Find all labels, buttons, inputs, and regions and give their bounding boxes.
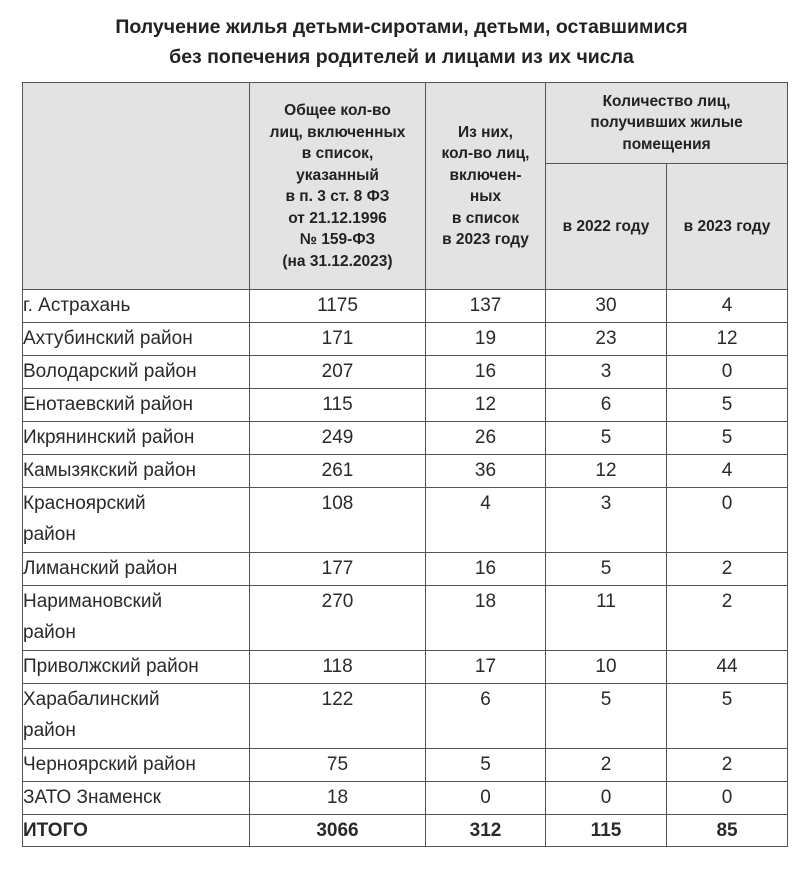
table-row xyxy=(23,356,788,389)
region-name-line: Наримановский xyxy=(23,591,163,612)
header-line: получивших жилые xyxy=(590,114,743,132)
cell-received-2022: 6 xyxy=(546,389,667,422)
cell-total-listed: 261 xyxy=(250,455,426,488)
table-row xyxy=(23,651,788,684)
cell-total-listed: 108 xyxy=(250,488,426,553)
title-line-2: без попечения родителей и лицами из их числа xyxy=(169,46,634,68)
region-name xyxy=(23,586,250,651)
cell-total-listed: 249 xyxy=(250,422,426,455)
cell-included-2023: 16 xyxy=(426,356,546,389)
cell-received-2023: 2 xyxy=(667,553,788,586)
region-name xyxy=(23,455,250,488)
region-name-line: Камызякский район xyxy=(23,460,197,481)
region-name-line: Приволжский район xyxy=(23,656,199,677)
region-name-line: район xyxy=(23,524,76,545)
totals-label: ИТОГО xyxy=(23,815,250,847)
cell-included-2023: 18 xyxy=(426,586,546,651)
region-name xyxy=(23,323,250,356)
cell-received-2022: 5 xyxy=(546,553,667,586)
region-name xyxy=(23,684,250,749)
table-row xyxy=(23,586,788,651)
header-line: в п. 3 ст. 8 ФЗ xyxy=(285,188,390,205)
region-name-line: Лиманский район xyxy=(23,558,178,579)
table-row xyxy=(23,749,788,782)
cell-received-2022: 12 xyxy=(546,455,667,488)
table-row xyxy=(23,455,788,488)
cell-received-2023: 4 xyxy=(667,455,788,488)
cell-included-2023: 137 xyxy=(426,290,546,323)
cell-included-2023: 36 xyxy=(426,455,546,488)
cell-included-2023: 17 xyxy=(426,651,546,684)
cell-received-2022: 2 xyxy=(546,749,667,782)
cell-total-listed: 18 xyxy=(250,782,426,815)
cell-received-2022: 23 xyxy=(546,323,667,356)
table-row xyxy=(23,488,788,553)
cell-received-2022: 10 xyxy=(546,651,667,684)
cell-total-listed: 122 xyxy=(250,684,426,749)
cell-received-2023: 5 xyxy=(667,684,788,749)
cell-received-2022: 5 xyxy=(546,684,667,749)
cell-included-2023: 4 xyxy=(426,488,546,553)
cell-received-2022: 11 xyxy=(546,586,667,651)
title-line-1: Получение жилья детьми-сиротами, детьми, оставшимися xyxy=(115,16,688,38)
cell-total-listed: 1175 xyxy=(250,290,426,323)
cell-received-2022: 3 xyxy=(546,488,667,553)
header-included-2023 xyxy=(426,83,546,290)
cell-total-listed: 115 xyxy=(250,389,426,422)
region-name-line: Енотаевский район xyxy=(23,394,193,415)
header-line: Из них, xyxy=(458,123,513,141)
header-total-listed xyxy=(250,83,426,290)
region-name-line: ЗАТО Знаменск xyxy=(23,787,161,808)
region-name-line: Володарский район xyxy=(23,361,197,382)
cell-received-2023: 2 xyxy=(667,749,788,782)
cell-included-2023: 16 xyxy=(426,553,546,586)
header-year-2023: в 2023 году xyxy=(667,164,788,290)
page-title xyxy=(0,12,803,72)
header-line: в 2023 году xyxy=(442,231,529,248)
header-line: помещения xyxy=(622,135,711,153)
region-name-line: Ахтубинский район xyxy=(23,328,193,349)
header-line: кол-во лиц, xyxy=(441,145,530,162)
cell-included-2023: 19 xyxy=(426,323,546,356)
cell-received-2023: 5 xyxy=(667,389,788,422)
cell-received-2023: 5 xyxy=(667,422,788,455)
header-line: в список xyxy=(451,209,520,227)
totals-2022: 115 xyxy=(546,815,667,847)
header-housing-group xyxy=(546,83,788,164)
region-name xyxy=(23,488,250,553)
cell-included-2023: 12 xyxy=(426,389,546,422)
region-name-line: Харабалинский xyxy=(23,689,160,710)
cell-total-listed: 171 xyxy=(250,323,426,356)
cell-total-listed: 177 xyxy=(250,553,426,586)
table-row xyxy=(23,422,788,455)
table-row xyxy=(23,290,788,323)
cell-total-listed: 270 xyxy=(250,586,426,651)
region-name-line: район xyxy=(23,622,76,643)
cell-received-2023: 12 xyxy=(667,323,788,356)
totals-total: 3066 xyxy=(250,815,426,847)
table-row xyxy=(23,782,788,815)
header-line: Количество лиц, xyxy=(602,92,731,110)
cell-received-2023: 4 xyxy=(667,290,788,323)
region-name-line: Черноярский район xyxy=(23,754,196,775)
header-line: включен- xyxy=(449,166,522,184)
region-name xyxy=(23,749,250,782)
cell-received-2022: 0 xyxy=(546,782,667,815)
header-line: (на 31.12.2023) xyxy=(282,252,393,270)
table-row xyxy=(23,389,788,422)
cell-received-2023: 0 xyxy=(667,356,788,389)
region-name-line: район xyxy=(23,720,76,741)
cell-received-2022: 30 xyxy=(546,290,667,323)
table-row xyxy=(23,684,788,749)
header-year-2022: в 2022 году xyxy=(546,164,667,290)
region-name xyxy=(23,553,250,586)
cell-total-listed: 75 xyxy=(250,749,426,782)
region-name-line: Красноярский xyxy=(23,493,146,514)
header-region-empty xyxy=(23,83,250,290)
table-row xyxy=(23,323,788,356)
cell-total-listed: 207 xyxy=(250,356,426,389)
totals-2023: 85 xyxy=(667,815,788,847)
region-name xyxy=(23,290,250,323)
region-name xyxy=(23,782,250,815)
header-line: от 21.12.1996 xyxy=(288,209,387,227)
region-name-line: Икрянинский район xyxy=(23,427,195,448)
region-name-line: г. Астрахань xyxy=(23,295,131,316)
housing-table xyxy=(22,82,788,847)
header-line: № 159-ФЗ xyxy=(299,231,376,248)
cell-received-2023: 0 xyxy=(667,782,788,815)
region-name xyxy=(23,389,250,422)
cell-received-2022: 3 xyxy=(546,356,667,389)
region-name xyxy=(23,422,250,455)
region-name xyxy=(23,651,250,684)
cell-included-2023: 0 xyxy=(426,782,546,815)
cell-received-2023: 2 xyxy=(667,586,788,651)
cell-included-2023: 26 xyxy=(426,422,546,455)
region-name xyxy=(23,356,250,389)
header-line: в список, xyxy=(301,145,374,162)
header-line: ных xyxy=(469,188,502,205)
cell-received-2023: 0 xyxy=(667,488,788,553)
totals-included: 312 xyxy=(426,815,546,847)
header-line: указанный xyxy=(296,166,379,184)
table-body xyxy=(23,290,788,815)
cell-total-listed: 118 xyxy=(250,651,426,684)
cell-received-2022: 5 xyxy=(546,422,667,455)
cell-included-2023: 5 xyxy=(426,749,546,782)
header-line: лиц, включенных xyxy=(269,123,406,141)
totals-row xyxy=(23,815,788,847)
header-line: Общее кол-во xyxy=(284,102,391,119)
table-row xyxy=(23,553,788,586)
cell-received-2023: 44 xyxy=(667,651,788,684)
cell-included-2023: 6 xyxy=(426,684,546,749)
